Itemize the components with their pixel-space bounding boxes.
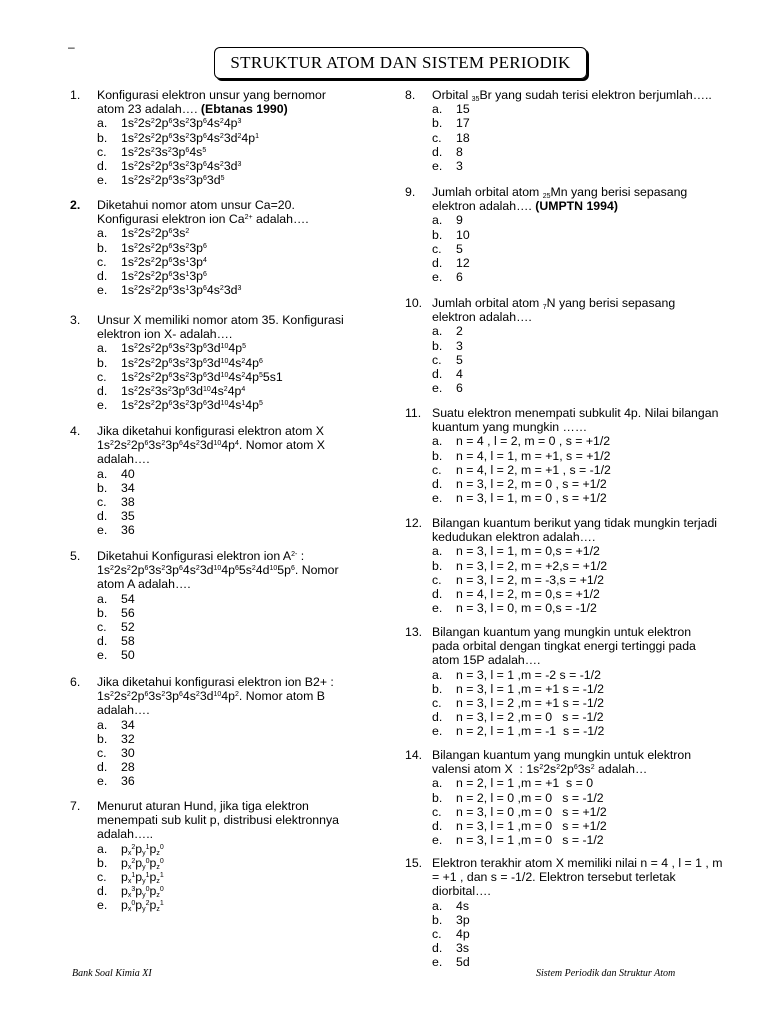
option-text: 15 bbox=[456, 102, 470, 117]
answer-option bbox=[432, 927, 735, 941]
option-letter: c. bbox=[97, 746, 107, 761]
option-letter: e. bbox=[432, 601, 443, 616]
option-text: n = 3, l = 2, m = +2,s = +1/2 bbox=[456, 558, 608, 573]
option-letter: e. bbox=[97, 898, 108, 913]
question-item bbox=[70, 675, 380, 789]
option-letter: a. bbox=[432, 776, 443, 791]
option-text: $1s^22s^22p^63s^23p^63d^{10}4p^5$ bbox=[121, 341, 246, 356]
option-letter: e. bbox=[432, 955, 443, 970]
option-text: n = 3, l = 0 ,m = 0 s = +1/2 bbox=[456, 804, 607, 819]
answer-option bbox=[97, 384, 380, 398]
question-stem: Jika diketahui konfigurasi elektron atom X $1s^22s^22p^63s^23p^64s^23d^{10}4p^4$. Nomor atom X adalah…. bbox=[97, 424, 325, 467]
option-text: $p_x^2p_y^0p_z^0$ bbox=[121, 855, 164, 871]
answer-option bbox=[97, 173, 380, 187]
answer-option bbox=[432, 819, 735, 833]
option-text: 35 bbox=[121, 509, 135, 524]
answer-option bbox=[432, 696, 735, 710]
option-text: 2 bbox=[456, 324, 463, 339]
option-letter: d. bbox=[97, 159, 108, 174]
option-letter: c. bbox=[97, 254, 107, 269]
answer-option bbox=[97, 241, 380, 255]
option-letter: b. bbox=[432, 338, 443, 353]
answer-option bbox=[97, 116, 380, 130]
footer-left: Bank Soal Kimia XI bbox=[72, 968, 152, 979]
option-text: 38 bbox=[121, 495, 135, 510]
option-text: $1s^22s^22p^63s^2$ bbox=[121, 226, 190, 241]
option-letter: b. bbox=[97, 731, 108, 746]
option-text: 56 bbox=[121, 605, 135, 620]
option-text: 3s bbox=[456, 941, 469, 956]
page-title-text: STRUKTUR ATOM DAN SISTEM PERIODIK bbox=[230, 53, 571, 72]
answer-option bbox=[97, 495, 380, 509]
option-letter: d. bbox=[97, 760, 108, 775]
option-text: $1s^22s^23s^23p^63d^{10}4s^24p^4$ bbox=[121, 384, 246, 399]
option-text: 58 bbox=[121, 634, 135, 649]
option-text: 6 bbox=[456, 381, 463, 396]
question-number: 9. bbox=[405, 185, 416, 199]
answer-option bbox=[97, 634, 380, 648]
answer-option bbox=[432, 913, 735, 927]
option-letter: c. bbox=[97, 369, 107, 384]
answer-option bbox=[432, 776, 735, 790]
option-letter: e. bbox=[432, 491, 443, 506]
answer-option bbox=[432, 449, 735, 463]
question-stem: Suatu elektron menempati subkulit 4p. Nilai bilangan kuantum yang mungkin …… bbox=[432, 406, 719, 435]
question-stem: Jumlah orbital atom $_7$N yang berisi sepasang elektron adalah…. bbox=[432, 296, 676, 325]
option-letter: b. bbox=[432, 227, 443, 242]
option-letter: a. bbox=[432, 213, 443, 228]
answer-option bbox=[97, 592, 380, 606]
option-letter: a. bbox=[97, 341, 108, 356]
question-item bbox=[70, 313, 380, 412]
option-text: $1s^22s^22p^63s^23p^63d^{10}4s^24p^6$ bbox=[121, 355, 263, 370]
question-stem: Konfigurasi elektron unsur yang bernomor atom 23 adalah…. (Ebtanas 1990) bbox=[97, 88, 326, 117]
option-letter: c. bbox=[432, 572, 442, 587]
option-letter: c. bbox=[97, 144, 107, 159]
option-text: $1s^22s^22p^63s^23p^63d^{10}4s^24p^55s1$ bbox=[121, 369, 283, 384]
option-letter: a. bbox=[97, 591, 108, 606]
option-text: n = 4 , l = 2, m = 0 , s = +1/2 bbox=[456, 434, 611, 449]
option-text: 18 bbox=[456, 130, 470, 145]
option-letter: e. bbox=[97, 398, 108, 413]
answer-option bbox=[97, 842, 380, 856]
option-letter: d. bbox=[432, 710, 443, 725]
answer-option bbox=[432, 941, 735, 955]
question-item bbox=[405, 625, 735, 739]
answer-option bbox=[432, 159, 735, 173]
question-number: 15. bbox=[405, 856, 423, 870]
option-text: 12 bbox=[456, 256, 470, 271]
option-letter: b. bbox=[97, 855, 108, 870]
option-letter: d. bbox=[432, 367, 443, 382]
option-letter: e. bbox=[432, 270, 443, 285]
option-letter: a. bbox=[432, 667, 443, 682]
question-stem: Diketahui nomor atom unsur Ca=20. Konfigurasi elektron ion $Ca^{2+}$ adalah…. bbox=[97, 198, 309, 227]
option-text: 17 bbox=[456, 116, 470, 131]
option-letter: d. bbox=[97, 634, 108, 649]
answer-option bbox=[432, 491, 735, 505]
answer-option bbox=[97, 884, 380, 898]
question-item bbox=[405, 88, 735, 173]
question-stem: Elektron terakhir atom X memiliki nilai n = 4 , l = 1 , m = +1 , dan s = -1/2. Elektron tersebut terletak diorbital…. bbox=[432, 856, 723, 899]
option-text: 34 bbox=[121, 717, 135, 732]
answer-option bbox=[97, 856, 380, 870]
option-letter: e. bbox=[432, 381, 443, 396]
question-number: 13. bbox=[405, 625, 423, 639]
option-text: $p_x^1p_y^1p_z^1$ bbox=[121, 870, 164, 886]
question-item bbox=[405, 185, 735, 284]
option-letter: d. bbox=[432, 587, 443, 602]
question-stem: Diketahui Konfigurasi elektron ion $A^{2-}$ : $1s^22s^22p^63s^23p^64s^23d^{10}4p^65s^24d^{10}5p^6$. Nomor atom A adalah…. bbox=[97, 549, 339, 592]
option-text: $p_x^3p_y^0p_z^0$ bbox=[121, 884, 164, 900]
answer-option bbox=[97, 356, 380, 370]
answer-option bbox=[432, 833, 735, 847]
answer-option bbox=[97, 870, 380, 884]
option-text: 3 bbox=[456, 338, 463, 353]
option-letter: b. bbox=[97, 130, 108, 145]
option-letter: d. bbox=[97, 509, 108, 524]
option-text: $1s^22s^22p^63s^13p^6$ bbox=[121, 269, 207, 284]
question-number: 11. bbox=[405, 406, 422, 420]
answer-option bbox=[97, 370, 380, 384]
option-letter: e. bbox=[97, 173, 108, 188]
header-dash: – bbox=[68, 40, 75, 54]
answer-option bbox=[432, 463, 735, 477]
question-number: 3. bbox=[70, 313, 81, 327]
question-stem: Bilangan kuantum berikut yang tidak mungkin terjadi kedudukan elektron adalah…. bbox=[432, 516, 718, 545]
option-text: 5 bbox=[456, 352, 463, 367]
option-text: n = 3, l = 2, m = -3,s = +1/2 bbox=[456, 572, 604, 587]
option-letter: b. bbox=[432, 448, 443, 463]
option-letter: b. bbox=[432, 116, 443, 131]
answer-option bbox=[432, 668, 735, 682]
option-text: 54 bbox=[121, 591, 135, 606]
question-number: 1. bbox=[70, 88, 81, 102]
option-letter: e. bbox=[97, 648, 108, 663]
option-letter: a. bbox=[432, 434, 443, 449]
option-letter: b. bbox=[432, 558, 443, 573]
answer-option bbox=[97, 159, 380, 173]
option-letter: a. bbox=[432, 102, 443, 117]
option-letter: a. bbox=[432, 898, 443, 913]
option-text: n = 3, l = 2 ,m = +1 s = -1/2 bbox=[456, 696, 604, 711]
question-stem: Jika diketahui konfigurasi elektron ion B2+ : $1s^22s^22p^63s^23p^64s^23d^{10}4p^2$. Nomor atom B adalah…. bbox=[97, 675, 334, 718]
answer-option bbox=[432, 573, 735, 587]
option-text: 36 bbox=[121, 774, 135, 789]
question-number: 12. bbox=[405, 516, 423, 530]
option-letter: b. bbox=[432, 790, 443, 805]
option-text: $1s^22s^22p^63s^23p^64s^23d^3$ bbox=[121, 159, 242, 174]
answer-option bbox=[432, 256, 735, 270]
option-text: $1s^22s^22p^63s^23p^63d^5$ bbox=[121, 173, 225, 188]
answer-option bbox=[97, 398, 380, 412]
option-letter: c. bbox=[432, 696, 442, 711]
option-text: n = 2, l = 0 ,m = 0 s = -1/2 bbox=[456, 790, 604, 805]
option-letter: d. bbox=[432, 819, 443, 834]
answer-option bbox=[432, 145, 735, 159]
option-letter: c. bbox=[432, 462, 442, 477]
option-letter: d. bbox=[97, 384, 108, 399]
option-letter: b. bbox=[97, 605, 108, 620]
option-letter: a. bbox=[97, 466, 108, 481]
option-letter: b. bbox=[432, 681, 443, 696]
answer-option bbox=[432, 270, 735, 284]
option-letter: c. bbox=[97, 495, 107, 510]
option-text: 10 bbox=[456, 227, 470, 242]
answer-option bbox=[97, 760, 380, 774]
option-text: 4 bbox=[456, 367, 463, 382]
option-text: n = 3, l = 0, m = 0,s = -1/2 bbox=[456, 601, 597, 616]
option-letter: c. bbox=[432, 927, 442, 942]
option-text: $p_x^2p_y^1p_z^0$ bbox=[121, 841, 164, 857]
question-number: 14. bbox=[405, 748, 423, 762]
option-letter: a. bbox=[97, 717, 108, 732]
question-number: 6. bbox=[70, 675, 81, 689]
answer-option bbox=[97, 283, 380, 297]
option-text: $1s^22s^22p^63s^23p^64s^23d^24p^1$ bbox=[121, 130, 259, 145]
answer-option bbox=[432, 367, 735, 381]
option-text: 34 bbox=[121, 480, 135, 495]
option-text: $1s^22s^22p^63s^13p^4$ bbox=[121, 254, 207, 269]
option-text: 50 bbox=[121, 648, 135, 663]
option-letter: a. bbox=[432, 324, 443, 339]
option-letter: d. bbox=[432, 941, 443, 956]
option-text: n = 3, l = 1 ,m = -2 s = -1/2 bbox=[456, 667, 601, 682]
option-letter: d. bbox=[432, 477, 443, 492]
question-stem: Bilangan kuantum yang mungkin untuk elektron pada orbital dengan tingkat energi tertinggi pada atom 15P adalah…. bbox=[432, 625, 696, 668]
question-stem: Orbital $_{35}$Br yang sudah terisi elektron berjumlah….. bbox=[432, 88, 712, 103]
option-text: $1s^22s^22p^63s^23p^63d^{10}4s^14p^5$ bbox=[121, 398, 263, 413]
question-item bbox=[405, 748, 735, 847]
option-letter: b. bbox=[97, 240, 108, 255]
answer-option bbox=[97, 226, 380, 240]
answer-option bbox=[432, 601, 735, 615]
option-letter: c. bbox=[97, 870, 107, 885]
option-letter: a. bbox=[97, 841, 108, 856]
answer-option bbox=[97, 898, 380, 912]
option-text: 3 bbox=[456, 159, 463, 174]
option-letter: d. bbox=[432, 256, 443, 271]
option-text: 5 bbox=[456, 241, 463, 256]
answer-option bbox=[97, 746, 380, 760]
answer-option bbox=[97, 481, 380, 495]
option-letter: d. bbox=[97, 884, 108, 899]
question-item bbox=[405, 856, 735, 970]
answer-option bbox=[432, 242, 735, 256]
option-letter: e. bbox=[432, 159, 443, 174]
option-letter: b. bbox=[97, 355, 108, 370]
option-letter: b. bbox=[432, 912, 443, 927]
answer-option bbox=[97, 523, 380, 537]
answer-option bbox=[97, 718, 380, 732]
option-text: $1s^22s^22p^63s^23p^6$ bbox=[121, 240, 207, 255]
option-letter: e. bbox=[432, 833, 443, 848]
option-letter: e. bbox=[97, 523, 108, 538]
answer-option bbox=[432, 544, 735, 558]
option-text: n = 4, l = 1, m = +1, s = +1/2 bbox=[456, 448, 611, 463]
option-text: n = 2, l = 1 ,m = -1 s = -1/2 bbox=[456, 724, 605, 739]
option-letter: d. bbox=[432, 144, 443, 159]
option-text: n = 4, l = 2, m = +1 , s = -1/2 bbox=[456, 462, 611, 477]
answer-option bbox=[97, 620, 380, 634]
question-number: 4. bbox=[70, 424, 81, 438]
answer-option bbox=[97, 732, 380, 746]
option-text: n = 3, l = 1 ,m = +1 s = -1/2 bbox=[456, 681, 604, 696]
option-letter: c. bbox=[432, 130, 442, 145]
option-text: 3p bbox=[456, 912, 470, 927]
question-number: 5. bbox=[70, 549, 81, 563]
answer-option bbox=[432, 791, 735, 805]
question-item bbox=[70, 198, 380, 297]
option-text: 52 bbox=[121, 620, 135, 635]
question-stem: Bilangan kuantum yang mungkin untuk elektron valensi atom X : $1s^22s^22p^63s^2$ adalah… bbox=[432, 748, 692, 777]
answer-option bbox=[432, 381, 735, 395]
question-number: 7. bbox=[70, 799, 81, 813]
option-letter: e. bbox=[97, 774, 108, 789]
answer-option bbox=[97, 509, 380, 523]
option-letter: b. bbox=[97, 480, 108, 495]
answer-option bbox=[432, 131, 735, 145]
question-item bbox=[70, 549, 380, 663]
option-letter: c. bbox=[432, 804, 442, 819]
answer-option bbox=[97, 774, 380, 788]
answer-option bbox=[432, 805, 735, 819]
answer-option bbox=[432, 434, 735, 448]
option-text: n = 3, l = 1 ,m = 0 s = +1/2 bbox=[456, 819, 607, 834]
option-text: 40 bbox=[121, 466, 135, 481]
option-text: $1s^22s^22p^63s^23p^64s^24p^3$ bbox=[121, 116, 242, 131]
page-title bbox=[214, 47, 587, 79]
right-column bbox=[405, 88, 735, 970]
question-number: 8. bbox=[405, 88, 416, 102]
option-text: $1s^22s^23s^23p^64s^5$ bbox=[121, 144, 207, 159]
answer-option bbox=[97, 467, 380, 481]
answer-option bbox=[432, 228, 735, 242]
question-stem: Unsur X memiliki nomor atom 35. Konfigurasi elektron ion X- adalah…. bbox=[97, 313, 344, 342]
question-item bbox=[405, 516, 735, 615]
option-letter: a. bbox=[432, 544, 443, 559]
answer-option bbox=[97, 131, 380, 145]
option-letter: a. bbox=[97, 116, 108, 131]
option-text: 9 bbox=[456, 213, 463, 228]
option-text: 8 bbox=[456, 144, 463, 159]
answer-option bbox=[97, 606, 380, 620]
answer-option bbox=[432, 724, 735, 738]
answer-option bbox=[97, 648, 380, 662]
answer-option bbox=[432, 102, 735, 116]
option-text: n = 3, l = 2, m = 0 , s = +1/2 bbox=[456, 477, 607, 492]
question-item bbox=[70, 88, 380, 187]
question-item bbox=[405, 296, 735, 395]
option-letter: c. bbox=[432, 352, 442, 367]
answer-option bbox=[432, 682, 735, 696]
option-text: n = 3, l = 1, m = 0,s = +1/2 bbox=[456, 544, 600, 559]
option-text: n = 2, l = 1 ,m = +1 s = 0 bbox=[456, 776, 594, 791]
option-letter: a. bbox=[97, 226, 108, 241]
answer-option bbox=[432, 899, 735, 913]
option-text: 4p bbox=[456, 927, 470, 942]
option-text: 36 bbox=[121, 523, 135, 538]
answer-option bbox=[97, 255, 380, 269]
answer-option bbox=[97, 341, 380, 355]
option-text: 30 bbox=[121, 746, 135, 761]
option-letter: c. bbox=[432, 241, 442, 256]
question-stem: Jumlah orbital atom $_{25}$Mn yang berisi sepasang elektron adalah…. (UMPTN 1994) bbox=[432, 185, 688, 214]
option-text: 6 bbox=[456, 270, 463, 285]
answer-option bbox=[432, 710, 735, 724]
option-text: $1s^22s^22p^63s^13p^64s^23d^3$ bbox=[121, 283, 242, 298]
option-text: n = 3, l = 1, m = 0 , s = +1/2 bbox=[456, 491, 607, 506]
footer-right: Sistem Periodik dan Struktur Atom bbox=[536, 968, 676, 979]
answer-option bbox=[432, 116, 735, 130]
option-text: n = 3, l = 2 ,m = 0 s = -1/2 bbox=[456, 710, 604, 725]
answer-option bbox=[432, 324, 735, 338]
question-number: 10. bbox=[405, 296, 423, 310]
option-text: 28 bbox=[121, 760, 135, 775]
answer-option bbox=[432, 213, 735, 227]
question-item bbox=[70, 799, 380, 913]
option-letter: e. bbox=[432, 724, 443, 739]
option-text: 4s bbox=[456, 898, 469, 913]
answer-option bbox=[432, 477, 735, 491]
option-letter: d. bbox=[97, 269, 108, 284]
option-letter: c. bbox=[97, 620, 107, 635]
option-text: 32 bbox=[121, 731, 135, 746]
left-column bbox=[70, 88, 380, 958]
option-text: n = 4, l = 2, m = 0,s = +1/2 bbox=[456, 587, 600, 602]
option-text: $p_x^0p_y^2p_z^1$ bbox=[121, 898, 164, 914]
option-text: n = 3, l = 1 ,m = 0 s = -1/2 bbox=[456, 833, 604, 848]
option-letter: e. bbox=[97, 283, 108, 298]
answer-option bbox=[432, 353, 735, 367]
question-number: 2. bbox=[70, 198, 81, 212]
question-item bbox=[405, 406, 735, 505]
answer-option bbox=[432, 339, 735, 353]
option-text: 5d bbox=[456, 955, 470, 970]
question-stem: Menurut aturan Hund, jika tiga elektron menempati sub kulit p, distribusi elektronnya adalah….. bbox=[97, 799, 339, 842]
question-item bbox=[70, 424, 380, 538]
answer-option bbox=[432, 587, 735, 601]
answer-option bbox=[97, 269, 380, 283]
answer-option bbox=[432, 559, 735, 573]
answer-option bbox=[97, 145, 380, 159]
